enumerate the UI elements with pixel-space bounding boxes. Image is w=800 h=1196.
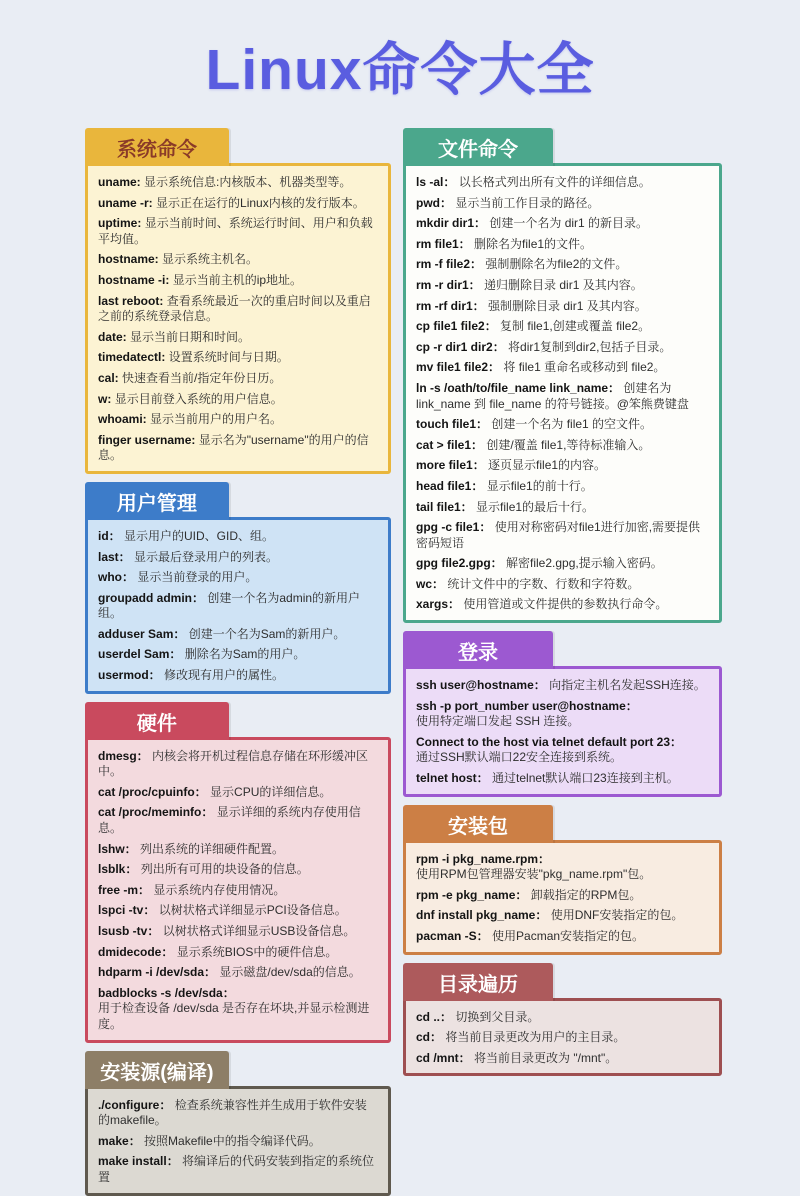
command-entry bbox=[416, 735, 709, 766]
command-description: 将编译后的代码安装到指定的系统位置 bbox=[98, 1154, 375, 1184]
command-name: cd： bbox=[416, 1030, 443, 1045]
command-name: cat /proc/meminfo： bbox=[98, 805, 214, 820]
command-name: lspci -tv： bbox=[98, 903, 156, 918]
command-entry bbox=[416, 852, 709, 883]
command-description: 创建一个名为Sam的新用户。 bbox=[188, 626, 346, 641]
command-description: 将dir1复制到dir2,包括子目录。 bbox=[508, 339, 672, 354]
section-system-commands bbox=[85, 128, 391, 474]
command-description: 显示当前时间、系统运行时间、用户和负载平均值。 bbox=[98, 216, 373, 246]
command-name: who： bbox=[98, 570, 134, 585]
command-entry bbox=[98, 350, 378, 366]
command-entry bbox=[416, 196, 709, 212]
command-entry bbox=[416, 929, 709, 945]
command-entry bbox=[98, 330, 378, 346]
command-entry bbox=[416, 597, 709, 613]
section-install-source bbox=[85, 1051, 391, 1196]
command-name: pacman -S： bbox=[416, 929, 489, 943]
command-name: hdparm -i /dev/sda： bbox=[98, 965, 217, 980]
command-description: 创建一个名为admin的新用户组。 bbox=[98, 590, 361, 621]
section-title-directory-traversal: 目录遍历 bbox=[403, 963, 553, 1001]
page-title: Linux命令大全 bbox=[205, 38, 595, 102]
command-description: 将当前目录更改为用户的主目录。 bbox=[445, 1030, 626, 1045]
section-title-login: 登录 bbox=[403, 631, 553, 669]
command-entry bbox=[416, 237, 709, 253]
command-description: 显示用户的UID、GID、组。 bbox=[124, 528, 275, 543]
command-name: dmesg： bbox=[98, 748, 149, 763]
command-description: 显示CPU的详细信息。 bbox=[210, 784, 332, 799]
command-entry bbox=[98, 591, 378, 622]
command-name: finger username: bbox=[98, 432, 196, 447]
command-description: 通过SSH默认端口22安全连接到系统。 bbox=[416, 750, 623, 765]
command-entry bbox=[416, 908, 709, 924]
command-name: timedatectl: bbox=[98, 350, 166, 365]
section-body-user-management bbox=[85, 517, 391, 694]
section-title-system-commands: 系统命令 bbox=[85, 128, 229, 166]
command-name: pwd： bbox=[416, 195, 452, 210]
command-name: uname: bbox=[98, 175, 141, 189]
command-entry bbox=[98, 412, 378, 428]
command-entry bbox=[98, 749, 378, 780]
command-name: touch file1： bbox=[416, 417, 489, 432]
command-entry bbox=[416, 299, 709, 315]
command-entry bbox=[98, 965, 378, 981]
command-description: 创建/覆盖 file1,等待标准输入。 bbox=[486, 437, 651, 452]
command-entry bbox=[416, 458, 709, 474]
command-description: 显示系统内存使用情况。 bbox=[153, 882, 286, 897]
command-name: lsusb -tv： bbox=[98, 924, 160, 938]
command-name: cat > file1： bbox=[416, 437, 484, 452]
command-description: 显示磁盘/dev/sda的信息。 bbox=[219, 965, 361, 980]
command-name: wc： bbox=[416, 576, 445, 591]
command-description: 逐页显示file1的内容。 bbox=[488, 458, 607, 473]
command-name: gpg -c file1： bbox=[416, 520, 492, 535]
command-description: 通过telnet默认端口23连接到主机。 bbox=[492, 771, 679, 786]
command-entry bbox=[98, 862, 378, 878]
command-entry bbox=[416, 888, 709, 904]
command-name: ls -al： bbox=[416, 175, 456, 189]
command-name: date: bbox=[98, 329, 127, 344]
command-entry bbox=[98, 1098, 378, 1129]
section-directory-traversal bbox=[403, 963, 722, 1077]
command-name: cd ..： bbox=[416, 1009, 453, 1024]
right-column bbox=[403, 128, 722, 1076]
command-description: 显示目前登入系统的用户信息。 bbox=[114, 391, 283, 406]
command-name: head file1： bbox=[416, 478, 484, 493]
command-name: usermod： bbox=[98, 668, 161, 683]
command-description: 显示file1的最后十行。 bbox=[476, 499, 595, 514]
command-name: ln -s /oath/to/file_name link_name： bbox=[416, 380, 621, 395]
left-column bbox=[85, 128, 391, 1196]
command-name: gpg file2.gpg： bbox=[416, 556, 503, 571]
command-name: telnet host： bbox=[416, 771, 489, 786]
command-description: 显示正在运行的Linux内核的发行版本。 bbox=[156, 195, 365, 210]
command-entry bbox=[416, 257, 709, 273]
command-entry bbox=[98, 550, 378, 566]
command-name: tail file1： bbox=[416, 499, 473, 514]
command-description: 显示file1的前十行。 bbox=[486, 478, 593, 493]
command-entry bbox=[98, 529, 378, 545]
command-entry bbox=[416, 678, 709, 694]
command-entry bbox=[416, 520, 709, 551]
command-description: 内核会将开机过程信息存储在环形缓冲区中。 bbox=[98, 748, 369, 779]
command-name: userdel Sam： bbox=[98, 647, 182, 662]
command-name: cd /mnt： bbox=[416, 1050, 471, 1065]
command-entry bbox=[98, 903, 378, 919]
command-entry bbox=[98, 216, 378, 247]
section-title-install-packages: 安装包 bbox=[403, 805, 553, 843]
command-name: make install： bbox=[98, 1154, 179, 1169]
command-name: make： bbox=[98, 1133, 141, 1148]
command-entry bbox=[416, 1010, 709, 1026]
command-name: badblocks -s /dev/sda： bbox=[98, 985, 235, 1000]
command-name: rm -f file2： bbox=[416, 257, 483, 272]
command-description: 列出所有可用的块设备的信息。 bbox=[140, 862, 309, 877]
section-body-install-packages bbox=[403, 840, 722, 955]
command-name: rm file1： bbox=[416, 236, 471, 251]
section-hardware bbox=[85, 702, 391, 1043]
command-description: 显示系统信息:内核版本、机器类型等。 bbox=[144, 175, 352, 189]
command-name: more file1： bbox=[416, 458, 485, 473]
command-entry bbox=[416, 699, 709, 730]
command-entry bbox=[416, 278, 709, 294]
command-entry bbox=[98, 1154, 378, 1185]
command-description: 使用RPM包管理器安装"pkg_name.rpm"包。 bbox=[416, 867, 652, 882]
command-description: 查看系统最近一次的重启时间以及重启之前的系统登录信息。 bbox=[98, 293, 371, 324]
command-entry bbox=[416, 479, 709, 495]
command-description: 使用DNF安装指定的包。 bbox=[550, 908, 684, 923]
command-description: 使用对称密码对file1进行加密,需要提供密码短语 bbox=[416, 520, 701, 550]
command-description: 统计文件中的字数、行数和字符数。 bbox=[447, 576, 640, 591]
command-description: 以树状格式详细显示USB设备信息。 bbox=[162, 924, 356, 938]
command-entry bbox=[98, 371, 378, 387]
command-name: xargs： bbox=[416, 597, 461, 612]
command-name: uname -r: bbox=[98, 195, 153, 210]
command-name: cp file1 file2： bbox=[416, 319, 497, 334]
command-entry bbox=[416, 1030, 709, 1046]
command-name: groupadd admin： bbox=[98, 590, 204, 605]
section-title-install-source: 安装源(编译) bbox=[85, 1051, 229, 1089]
section-login bbox=[403, 631, 722, 797]
command-description: 强制删除目录 dir1 及其内容。 bbox=[488, 298, 647, 313]
section-title-user-management: 用户管理 bbox=[85, 482, 229, 520]
command-entry bbox=[98, 883, 378, 899]
command-description: 使用管道或文件提供的参数执行命令。 bbox=[463, 597, 668, 612]
command-description: 以长格式列出所有文件的详细信息。 bbox=[458, 175, 651, 189]
command-description: 使用Pacman安装指定的包。 bbox=[492, 929, 645, 943]
command-entry bbox=[98, 433, 378, 464]
command-description: 显示当前日期和时间。 bbox=[130, 329, 251, 344]
command-name: ssh user@hostname： bbox=[416, 678, 546, 693]
command-description: 递归删除目录 dir1 及其内容。 bbox=[484, 277, 643, 292]
command-description: 显示当前登录的用户。 bbox=[137, 570, 258, 585]
command-name: rm -r dir1： bbox=[416, 277, 481, 292]
command-entry bbox=[98, 668, 378, 684]
command-name: last reboot: bbox=[98, 293, 164, 308]
content-columns bbox=[0, 128, 800, 1196]
command-description: 卸载指定的RPM包。 bbox=[530, 887, 642, 902]
command-name: rpm -i pkg_name.rpm： bbox=[416, 851, 551, 866]
section-user-management bbox=[85, 482, 391, 694]
section-body-hardware bbox=[85, 737, 391, 1043]
command-name: rm -rf dir1： bbox=[416, 298, 485, 313]
command-entry bbox=[98, 924, 378, 940]
command-entry bbox=[416, 500, 709, 516]
command-entry bbox=[98, 647, 378, 663]
command-description: 显示名为"username"的用户的信息。 bbox=[98, 432, 369, 463]
section-install-packages bbox=[403, 805, 722, 955]
command-description: 修改现有用户的属性。 bbox=[164, 668, 285, 683]
command-entry bbox=[416, 417, 709, 433]
command-name: dnf install pkg_name： bbox=[416, 908, 548, 923]
command-description: 快速查看当前/指定年份日历。 bbox=[122, 370, 282, 385]
command-entry bbox=[98, 175, 378, 191]
section-title-hardware: 硬件 bbox=[85, 702, 229, 740]
command-entry bbox=[416, 340, 709, 356]
command-name: ssh -p port_number user@hostname： bbox=[416, 698, 638, 713]
command-entry bbox=[98, 570, 378, 586]
section-body-directory-traversal bbox=[403, 998, 722, 1077]
command-entry bbox=[98, 842, 378, 858]
command-description: 强制删除名为file2的文件。 bbox=[485, 257, 628, 272]
command-name: adduser Sam： bbox=[98, 626, 186, 641]
command-description: 显示当前主机的ip地址。 bbox=[172, 272, 303, 287]
command-entry bbox=[416, 381, 709, 412]
command-name: lshw： bbox=[98, 841, 137, 856]
command-entry bbox=[98, 805, 378, 836]
command-entry bbox=[98, 196, 378, 212]
command-description: 创建一个名为 file1 的空文件。 bbox=[491, 417, 653, 432]
command-description: 列出系统的详细硬件配置。 bbox=[140, 841, 285, 856]
command-name: w: bbox=[98, 391, 112, 406]
command-entry bbox=[416, 175, 709, 191]
command-entry bbox=[416, 771, 709, 787]
section-body-system-commands bbox=[85, 163, 391, 474]
command-description: 以树状格式详细显示PCI设备信息。 bbox=[158, 903, 347, 918]
section-body-file-commands bbox=[403, 163, 722, 623]
command-entry bbox=[98, 1134, 378, 1150]
command-description: 按照Makefile中的指令编译代码。 bbox=[144, 1133, 321, 1148]
command-entry bbox=[98, 945, 378, 961]
command-name: free -m： bbox=[98, 882, 151, 897]
command-name: cp -r dir1 dir2： bbox=[416, 339, 505, 354]
command-entry bbox=[416, 577, 709, 593]
command-description: 创建一个名为 dir1 的新目录。 bbox=[489, 216, 649, 231]
command-name: cat /proc/cpuinfo： bbox=[98, 784, 207, 799]
command-entry bbox=[98, 294, 378, 325]
command-description: 切换到父目录。 bbox=[455, 1009, 540, 1024]
command-name: rpm -e pkg_name： bbox=[416, 887, 528, 902]
command-entry bbox=[98, 273, 378, 289]
command-description: 显示最后登录用户的列表。 bbox=[134, 549, 279, 564]
command-entry bbox=[416, 556, 709, 572]
command-description: 检查系统兼容性并生成用于软件安装的makefile。 bbox=[98, 1097, 367, 1128]
command-name: mv file1 file2： bbox=[416, 360, 501, 375]
command-name: uptime: bbox=[98, 216, 142, 231]
command-description: 显示系统主机名。 bbox=[162, 252, 259, 267]
command-description: 设置系统时间与日期。 bbox=[168, 350, 289, 365]
command-entry bbox=[416, 438, 709, 454]
command-entry bbox=[98, 392, 378, 408]
command-entry bbox=[416, 319, 709, 335]
command-name: id： bbox=[98, 528, 121, 543]
command-name: ./configure： bbox=[98, 1097, 172, 1112]
command-description: 复制 file1,创建或覆盖 file2。 bbox=[500, 319, 651, 334]
command-description: 显示当前工作目录的路径。 bbox=[455, 195, 600, 210]
section-file-commands bbox=[403, 128, 722, 623]
command-description: 解密file2.gpg,提示输入密码。 bbox=[506, 556, 663, 571]
command-entry bbox=[416, 1051, 709, 1067]
command-entry bbox=[98, 252, 378, 268]
command-entry bbox=[98, 785, 378, 801]
command-name: hostname -i: bbox=[98, 272, 170, 287]
command-name: whoami: bbox=[98, 412, 147, 427]
command-entry bbox=[416, 216, 709, 232]
command-description: 显示当前用户的用户名。 bbox=[150, 412, 283, 427]
command-name: hostname: bbox=[98, 252, 159, 267]
command-description: 删除名为file1的文件。 bbox=[474, 236, 593, 251]
command-name: dmidecode： bbox=[98, 944, 174, 959]
command-description: 删除名为Sam的用户。 bbox=[184, 647, 306, 662]
command-name: lsblk： bbox=[98, 862, 138, 877]
command-entry bbox=[416, 360, 709, 376]
command-description: 使用特定端口发起 SSH 连接。 bbox=[416, 714, 580, 729]
command-name: cal: bbox=[98, 370, 119, 385]
command-description: 向指定主机名发起SSH连接。 bbox=[549, 678, 706, 693]
command-description: 显示系统BIOS中的硬件信息。 bbox=[176, 944, 338, 959]
command-description: 将 file1 重命名或移动到 file2。 bbox=[503, 360, 666, 375]
command-entry bbox=[98, 627, 378, 643]
section-body-login bbox=[403, 666, 722, 797]
section-title-file-commands: 文件命令 bbox=[403, 128, 553, 166]
command-description: 用于检查设备 /dev/sda 是否存在坏块,并显示检测进度。 bbox=[98, 1001, 370, 1031]
command-name: mkdir dir1： bbox=[416, 216, 487, 231]
command-description: 显示详细的系统内存使用信息。 bbox=[98, 805, 361, 836]
command-description: 创建名为 link_name 到 file_name 的符号链接。@笨熊费键盘 bbox=[416, 380, 689, 411]
command-name: last： bbox=[98, 549, 131, 564]
section-body-install-source bbox=[85, 1086, 391, 1196]
command-description: 将当前目录更改为 "/mnt"。 bbox=[474, 1050, 618, 1065]
command-name: Connect to the host via telnet default port 23： bbox=[416, 734, 683, 749]
command-entry bbox=[98, 986, 378, 1033]
